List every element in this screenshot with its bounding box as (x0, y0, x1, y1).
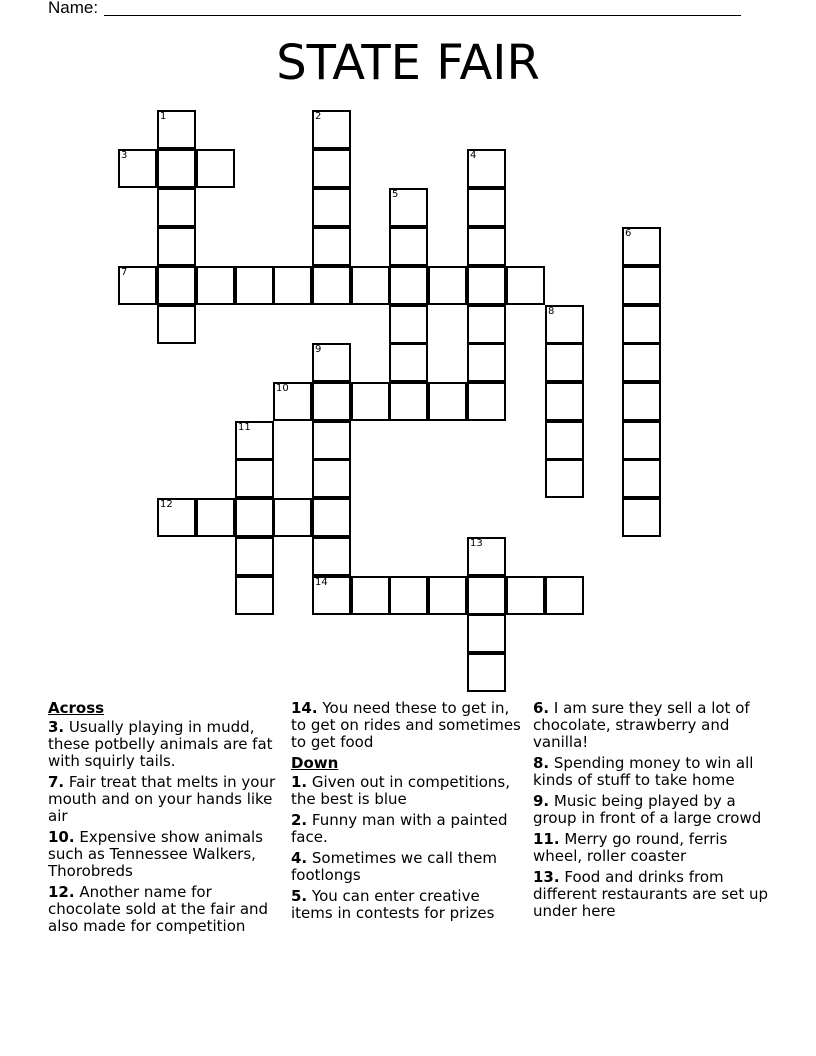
clue-down-1 (291, 774, 521, 808)
clue-number: 10. (48, 828, 75, 846)
name-label: Name: (48, 0, 99, 17)
grid-cell[interactable] (506, 266, 545, 305)
clue-text: Another name for chocolate sold at the fair and also made for competition (48, 883, 269, 935)
clue-number: 8. (533, 754, 550, 772)
grid-cell[interactable] (196, 149, 235, 188)
clue-column-1 (48, 700, 284, 939)
clue-text: Spending money to win all kinds of stuff to take home (533, 754, 754, 789)
grid-cell[interactable] (351, 266, 390, 305)
grid-cell[interactable] (506, 576, 545, 615)
grid-cell[interactable] (467, 614, 506, 653)
grid-cell[interactable] (622, 421, 661, 460)
clue-text: Funny man with a painted face. (291, 811, 508, 846)
clue-number-label: 2 (315, 111, 322, 122)
puzzle-title: STATE FAIR (276, 35, 540, 91)
clue-number: 11. (533, 830, 560, 848)
grid-cell[interactable] (157, 188, 196, 227)
clue-number: 7. (48, 773, 65, 791)
grid-cell[interactable] (196, 266, 235, 305)
grid-cell[interactable] (622, 266, 661, 305)
grid-cell[interactable] (467, 382, 506, 421)
grid-cell[interactable] (389, 576, 428, 615)
clue-number: 2. (291, 811, 308, 829)
clue-number: 9. (533, 792, 550, 810)
grid-cell[interactable] (389, 188, 428, 227)
grid-cell[interactable] (467, 149, 506, 188)
grid-cell[interactable] (467, 266, 506, 305)
grid-cell[interactable] (157, 498, 196, 537)
clue-down-4 (291, 850, 521, 884)
clue-text: Sometimes we call them footlongs (291, 849, 497, 884)
grid-cell[interactable] (312, 343, 351, 382)
grid-cell[interactable] (235, 498, 274, 537)
clue-text: Music being played by a group in front of a large crowd (533, 792, 762, 827)
clue-number-label: 4 (470, 150, 477, 161)
clue-down-11 (533, 831, 769, 865)
clue-number-label: 7 (121, 267, 128, 278)
clue-number: 3. (48, 718, 65, 736)
clue-text: You can enter creative items in contests for prizes (291, 887, 495, 922)
clue-number: 6. (533, 699, 550, 717)
grid-cell[interactable] (235, 266, 274, 305)
clue-text: Usually playing in mudd, these potbelly animals are fat with squirly tails. (48, 718, 273, 770)
across-heading: Across (48, 699, 105, 717)
clue-number-label: 13 (470, 538, 483, 549)
grid-cell[interactable] (545, 576, 584, 615)
clue-text: Food and drinks from different restaurants are set up under here (533, 868, 769, 920)
down-heading: Down (291, 754, 339, 772)
clue-down-8 (533, 755, 769, 789)
clue-across-7 (48, 774, 284, 825)
clue-down-2 (291, 812, 521, 846)
clue-number-label: 8 (548, 306, 555, 317)
clue-number-label: 9 (315, 344, 322, 355)
grid-cell[interactable] (467, 576, 506, 615)
clue-text: You need these to get in, to get on rides and sometimes to get food (291, 699, 521, 751)
grid-cell[interactable] (545, 421, 584, 460)
grid-cell[interactable] (157, 305, 196, 344)
clue-number: 4. (291, 849, 308, 867)
grid-cell[interactable] (312, 498, 351, 537)
grid-cell[interactable] (467, 537, 506, 576)
clue-across-10 (48, 829, 284, 880)
grid-cell[interactable] (545, 343, 584, 382)
grid-cell[interactable] (312, 227, 351, 266)
clue-number: 12. (48, 883, 75, 901)
clue-text: I am sure they sell a lot of chocolate, strawberry and vanilla! (533, 699, 750, 751)
clue-number: 1. (291, 773, 308, 791)
clue-across-12 (48, 884, 284, 935)
grid-cell[interactable] (235, 421, 274, 460)
grid-cell[interactable] (428, 382, 467, 421)
grid-cell[interactable] (312, 576, 351, 615)
clue-number: 14. (291, 699, 318, 717)
grid-cell[interactable] (389, 227, 428, 266)
grid-cell[interactable] (467, 653, 506, 692)
grid-cell[interactable] (157, 266, 196, 305)
clue-column-2 (291, 700, 521, 926)
grid-cell[interactable] (622, 459, 661, 498)
clue-text: Given out in competitions, the best is blue (291, 773, 511, 808)
clue-number-label: 12 (160, 499, 173, 510)
grid-cell[interactable] (312, 382, 351, 421)
grid-cell[interactable] (351, 382, 390, 421)
clue-number-label: 5 (392, 189, 399, 200)
grid-cell[interactable] (157, 227, 196, 266)
grid-cell[interactable] (157, 149, 196, 188)
clue-across-14 (291, 700, 521, 751)
grid-cell[interactable] (312, 459, 351, 498)
clue-number-label: 10 (276, 383, 289, 394)
grid-cell[interactable] (428, 576, 467, 615)
grid-cell[interactable] (351, 576, 390, 615)
grid-cell[interactable] (312, 110, 351, 149)
grid-cell[interactable] (467, 343, 506, 382)
grid-cell[interactable] (273, 382, 312, 421)
grid-cell[interactable] (389, 343, 428, 382)
clue-text: Expensive show animals such as Tennessee Walkers, Thorobreds (48, 828, 264, 880)
clue-down-13 (533, 869, 769, 920)
grid-cell[interactable] (622, 382, 661, 421)
clue-column-3 (533, 700, 769, 924)
clue-number-label: 11 (238, 422, 251, 433)
grid-cell[interactable] (622, 343, 661, 382)
clue-down-9 (533, 793, 769, 827)
grid-cell[interactable] (545, 459, 584, 498)
grid-cell[interactable] (389, 382, 428, 421)
clue-number-label: 6 (625, 228, 632, 239)
grid-cell[interactable] (622, 498, 661, 537)
clue-number-label: 3 (121, 150, 128, 161)
grid-cell[interactable] (545, 382, 584, 421)
grid-cell[interactable] (312, 149, 351, 188)
grid-cell[interactable] (235, 459, 274, 498)
clue-down-5 (291, 888, 521, 922)
grid-cell[interactable] (428, 266, 467, 305)
grid-cell[interactable] (312, 537, 351, 576)
grid-cell[interactable] (467, 227, 506, 266)
grid-cell[interactable] (312, 421, 351, 460)
grid-cell[interactable] (118, 266, 157, 305)
grid-cell[interactable] (622, 227, 661, 266)
grid-cell[interactable] (196, 498, 235, 537)
grid-cell[interactable] (312, 188, 351, 227)
grid-cell[interactable] (273, 498, 312, 537)
clue-number-label: 1 (160, 111, 167, 122)
grid-cell[interactable] (389, 305, 428, 344)
grid-cell[interactable] (157, 110, 196, 149)
grid-cell[interactable] (389, 266, 428, 305)
clue-text: Merry go round, ferris wheel, roller coaster (533, 830, 728, 865)
grid-cell[interactable] (312, 266, 351, 305)
clue-number: 5. (291, 887, 308, 905)
grid-cell[interactable] (545, 305, 584, 344)
clue-down-6 (533, 700, 769, 751)
clue-number-label: 14 (315, 577, 328, 588)
grid-cell[interactable] (622, 305, 661, 344)
grid-cell[interactable] (273, 266, 312, 305)
clue-across-3 (48, 719, 284, 770)
grid-cell[interactable] (467, 305, 506, 344)
grid-cell[interactable] (118, 149, 157, 188)
clue-number: 13. (533, 868, 560, 886)
grid-cell[interactable] (467, 188, 506, 227)
grid-cell[interactable] (235, 576, 274, 615)
clue-text: Fair treat that melts in your mouth and on your hands like air (48, 773, 276, 825)
grid-cell[interactable] (235, 537, 274, 576)
